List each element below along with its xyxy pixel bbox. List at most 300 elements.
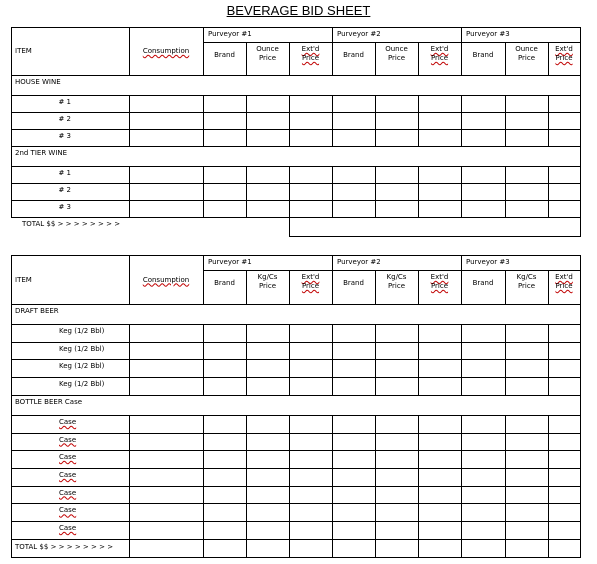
row-label: # 2 [58,115,71,123]
left-border [11,377,12,396]
cell-line [203,112,204,130]
cell-line [548,183,549,201]
header-top-line [11,255,581,256]
consumption-header-text: Consumption [142,47,190,55]
cell-line [375,486,376,505]
cell-line [246,324,247,343]
cell-line [375,415,376,434]
cell-line [418,539,419,558]
right-border [580,415,581,434]
cell-line [129,112,130,130]
group-heading-line [11,415,581,416]
row-label: # 3 [58,132,71,140]
row-line [11,112,581,113]
cell-line [548,415,549,434]
total-label: TOTAL $$ > > > > > > > > [15,542,114,551]
brand-header: Brand [472,279,494,287]
cell-line [461,95,462,113]
ext-header-line1-text: Ext'd [555,273,573,281]
cell-line [129,521,130,540]
left-border [11,433,12,452]
cell-line [548,324,549,343]
cell-line [129,129,130,147]
row-label [59,489,76,497]
total-row-line [289,236,581,237]
cell-line [548,433,549,452]
consumption-header [129,276,203,284]
cell-line [246,342,247,361]
row-line [11,146,581,147]
row-label-text: Case [59,488,77,497]
cell-line [129,359,130,378]
header-bottom-line [11,304,581,305]
cell-line [129,433,130,452]
cell-line [289,521,290,540]
group-heading-line [11,166,581,167]
cell-line [505,521,506,540]
left-border [11,450,12,469]
cell-line [418,521,419,540]
right-border [580,468,581,487]
cell-line [375,377,376,396]
cell-line [129,95,130,113]
cell-line [289,415,290,434]
cell-line [129,450,130,469]
cell-line [375,166,376,184]
right-border [580,342,581,361]
left-border [11,146,12,167]
cell-line [418,450,419,469]
item-header: ITEM [15,275,32,284]
cell-line [505,95,506,113]
cell-line [203,468,204,487]
ext-header-line2-text: Price [555,282,573,290]
cell-line [289,112,290,130]
cell-line [246,521,247,540]
cell-line [418,433,419,452]
left-border [11,359,12,378]
right-border [580,95,581,113]
purveyor-3-label: Purveyor #3 [466,30,510,38]
right-border [580,27,581,76]
cell-line [289,183,290,201]
cell-line [246,183,247,201]
total-label: TOTAL $$ > > > > > > > > [22,220,121,228]
cell-line [375,200,376,218]
cell-line [505,415,506,434]
cell-line [461,503,462,522]
cell-line [418,503,419,522]
left-border [11,415,12,434]
cell-line [289,486,290,505]
cell-line [246,486,247,505]
cell-line [461,486,462,505]
right-border [580,450,581,469]
cell-line [203,377,204,396]
left-border [11,75,12,96]
cell-line [332,359,333,378]
row-line [11,359,581,360]
cell-line [332,468,333,487]
cell-line [375,503,376,522]
cell-line [418,200,419,218]
price-header-line2: Price [258,54,277,62]
cell-line [203,415,204,434]
price-header-line1: Kg/Cs [257,273,278,281]
brand-header: Brand [472,51,494,59]
cell-line [246,539,247,558]
right-border [580,359,581,378]
ext-header-line1 [418,273,461,281]
cell-line [461,377,462,396]
row-label-text: Case [59,453,77,462]
cell-line [246,468,247,487]
cell-line [375,324,376,343]
cell-line [505,112,506,130]
cell-line [505,468,506,487]
sheet-title: BEVERAGE BID SHEET [226,3,371,18]
cell-line [129,200,130,218]
cell-line [418,324,419,343]
cell-line [203,359,204,378]
purveyor-2-label: Purveyor #2 [337,258,381,266]
cell-line [332,503,333,522]
price-header-line2: Price [258,282,277,290]
cell-line [505,359,506,378]
cell-line [129,503,130,522]
cell-line [461,166,462,184]
price-header-line1: Ounce [515,45,538,53]
ext-header-line1-text: Ext'd [555,45,573,53]
cell-line [548,342,549,361]
row-line [11,342,581,343]
cell-line [461,359,462,378]
cell-line [461,129,462,147]
cell-line [289,503,290,522]
price-header-line1: Kg/Cs [386,273,407,281]
brand-header: Brand [214,279,235,287]
cell-line [418,129,419,147]
cell-line [246,200,247,218]
cell-line [246,377,247,396]
item-header: ITEM [15,47,32,55]
purveyor-2-label: Purveyor #2 [337,30,381,38]
cell-line [375,468,376,487]
cell-line [129,415,130,434]
total-row-line [11,557,581,558]
cell-line [548,468,549,487]
row-label [59,453,76,461]
ext-header-line1 [418,45,461,53]
price-header-line1: Kg/Cs [516,273,537,281]
left-border [11,503,12,522]
cell-line [418,377,419,396]
cell-line [203,183,204,201]
cell-line [332,166,333,184]
ext-header-line1 [548,45,580,53]
row-label: Keg (1/2 Bbl) [59,362,105,371]
cell-line [461,324,462,343]
cell-line [246,112,247,130]
cell-line [203,521,204,540]
cell-line [129,324,130,343]
group-heading: HOUSE WINE [15,78,61,86]
cell-line [129,539,130,558]
cell-line [203,129,204,147]
cell-line [203,486,204,505]
cell-line [461,112,462,130]
row-line [11,521,581,522]
row-label-text: Case [59,435,77,444]
cell-line [246,503,247,522]
left-border [11,539,12,558]
cell-line [548,129,549,147]
cell-line [289,200,290,218]
right-border [580,324,581,343]
cell-line [203,166,204,184]
right-border [580,200,581,218]
cell-line [129,468,130,487]
header-top-line [11,27,581,28]
cell-line [375,95,376,113]
row-label: # 1 [58,169,71,177]
cell-line [203,342,204,361]
price-header-line2: Price [387,282,406,290]
cell-line [332,129,333,147]
ext-header-line2 [418,54,461,62]
cell-line [375,112,376,130]
row-label-text: Case [59,470,77,479]
cell-line [289,129,290,147]
row-line [11,433,581,434]
ext-header-line2 [418,282,461,290]
row-label [59,506,76,514]
cell-line [548,112,549,130]
price-header-line2: Price [517,54,536,62]
left-border [11,395,12,416]
cell-line [332,112,333,130]
left-border [11,486,12,505]
ext-header-line1-text: Ext'd [430,273,449,281]
row-label: Keg (1/2 Bbl) [59,327,105,335]
row-label: Keg (1/2 Bbl) [59,380,105,389]
left-border [11,27,12,76]
price-header-line2: Price [387,54,406,62]
cell-line [332,183,333,201]
brand-header: Brand [214,51,235,59]
cell-line [505,183,506,201]
row-label: # 3 [58,203,71,211]
cell-line [289,359,290,378]
cell-line [332,342,333,361]
group-heading: DRAFT BEER [15,307,59,315]
cell-line [418,468,419,487]
ext-header-line1-text: Ext'd [301,45,320,53]
right-border [580,166,581,184]
row-label: # 2 [58,186,71,194]
purveyor-split-line [203,42,581,43]
cell-line [418,415,419,434]
left-border [11,255,12,305]
right-border [580,217,581,237]
cell-line [461,539,462,558]
cell-line [418,359,419,378]
cell-line [289,166,290,184]
cell-line [375,539,376,558]
cell-line [129,166,130,184]
cell-line [332,433,333,452]
group-heading-line [11,324,581,325]
row-label-text: Case [59,524,77,532]
row-label: # 1 [58,98,71,106]
cell-line [246,95,247,113]
row-label [59,418,76,426]
ext-header-line2 [289,54,332,62]
cell-line [332,377,333,396]
right-border [580,521,581,540]
ext-header-line2-text: Price [430,54,449,62]
cell-line [203,200,204,218]
cell-line [548,166,549,184]
ext-header-line1 [289,45,332,53]
cell-line [505,539,506,558]
cell-line [375,433,376,452]
right-border [580,377,581,396]
cell-line [461,468,462,487]
cell-line [548,95,549,113]
cell-line [203,539,204,558]
row-line [11,200,581,201]
right-border [580,503,581,522]
cell-line [418,486,419,505]
cell-line [289,450,290,469]
row-label-text: Case [59,417,77,426]
ext-header-line2 [548,54,580,62]
ext-header-line1-text: Ext'd [301,273,320,281]
cell-line [548,521,549,540]
row-line [11,450,581,451]
right-border [580,112,581,130]
cell-line [505,377,506,396]
ext-header-line2-text: Price [430,282,449,290]
cell-line [203,503,204,522]
left-border [11,521,12,540]
cell-line [375,183,376,201]
right-border [580,433,581,452]
cell-line [461,450,462,469]
cell-line [246,415,247,434]
ext-header-line1 [289,273,332,281]
cell-line [289,324,290,343]
cell-line [246,359,247,378]
price-header-line1: Ounce [256,45,279,53]
cell-line [289,539,290,558]
cell-line [203,324,204,343]
ext-header-line2-text: Price [301,54,320,62]
cell-line [129,342,130,361]
cell-line [203,95,204,113]
row-line [11,377,581,378]
cell-line [375,129,376,147]
cell-line [505,129,506,147]
group-heading: BOTTLE BEER Case [15,397,83,406]
row-line [11,539,581,540]
left-border [11,304,12,325]
cell-line [418,112,419,130]
cell-line [203,450,204,469]
right-border [580,486,581,505]
cell-line [246,433,247,452]
cell-line [246,129,247,147]
left-border [11,468,12,487]
cell-line [461,415,462,434]
cell-line [418,95,419,113]
right-border [580,75,581,96]
group-heading: 2nd TIER WINE [15,149,68,157]
row-line [11,503,581,504]
cell-line [289,468,290,487]
cell-line [332,486,333,505]
cell-line [375,521,376,540]
row-label: Keg (1/2 Bbl) [59,344,105,353]
row-label [59,471,76,479]
cell-line [246,450,247,469]
cell-line [129,377,130,396]
row-line [11,183,581,184]
consumption-header [129,47,203,55]
cell-line [505,342,506,361]
ext-header-line1 [548,273,580,281]
ext-header-line2-text: Price [301,282,320,290]
cell-line [461,342,462,361]
right-border [580,395,581,416]
cell-line [548,539,549,558]
cell-line [505,503,506,522]
cell-line [505,200,506,218]
cell-line [548,377,549,396]
cell-line [332,324,333,343]
cell-line [548,200,549,218]
ext-header-line1-text: Ext'd [430,45,449,53]
left-border [11,324,12,343]
left-border [11,342,12,361]
cell-line [418,342,419,361]
cell-line [505,433,506,452]
cell-line [548,503,549,522]
cell-line [289,433,290,452]
purveyor-1-label: Purveyor #1 [208,258,252,266]
cell-line [375,342,376,361]
right-border [580,539,581,558]
row-label [59,436,76,444]
ext-header-line2 [548,282,580,290]
right-border [580,183,581,201]
purveyor-1-label: Purveyor #1 [208,30,252,38]
cell-line [548,359,549,378]
group-heading-line [11,95,581,96]
cell-line [246,166,247,184]
row-line [11,468,581,469]
cell-line [203,433,204,452]
cell-line [129,183,130,201]
cell-line [461,200,462,218]
right-border [580,255,581,305]
cell-line [461,433,462,452]
right-border [580,129,581,147]
row-line [11,217,581,218]
row-line [11,395,581,396]
row-line [11,129,581,130]
